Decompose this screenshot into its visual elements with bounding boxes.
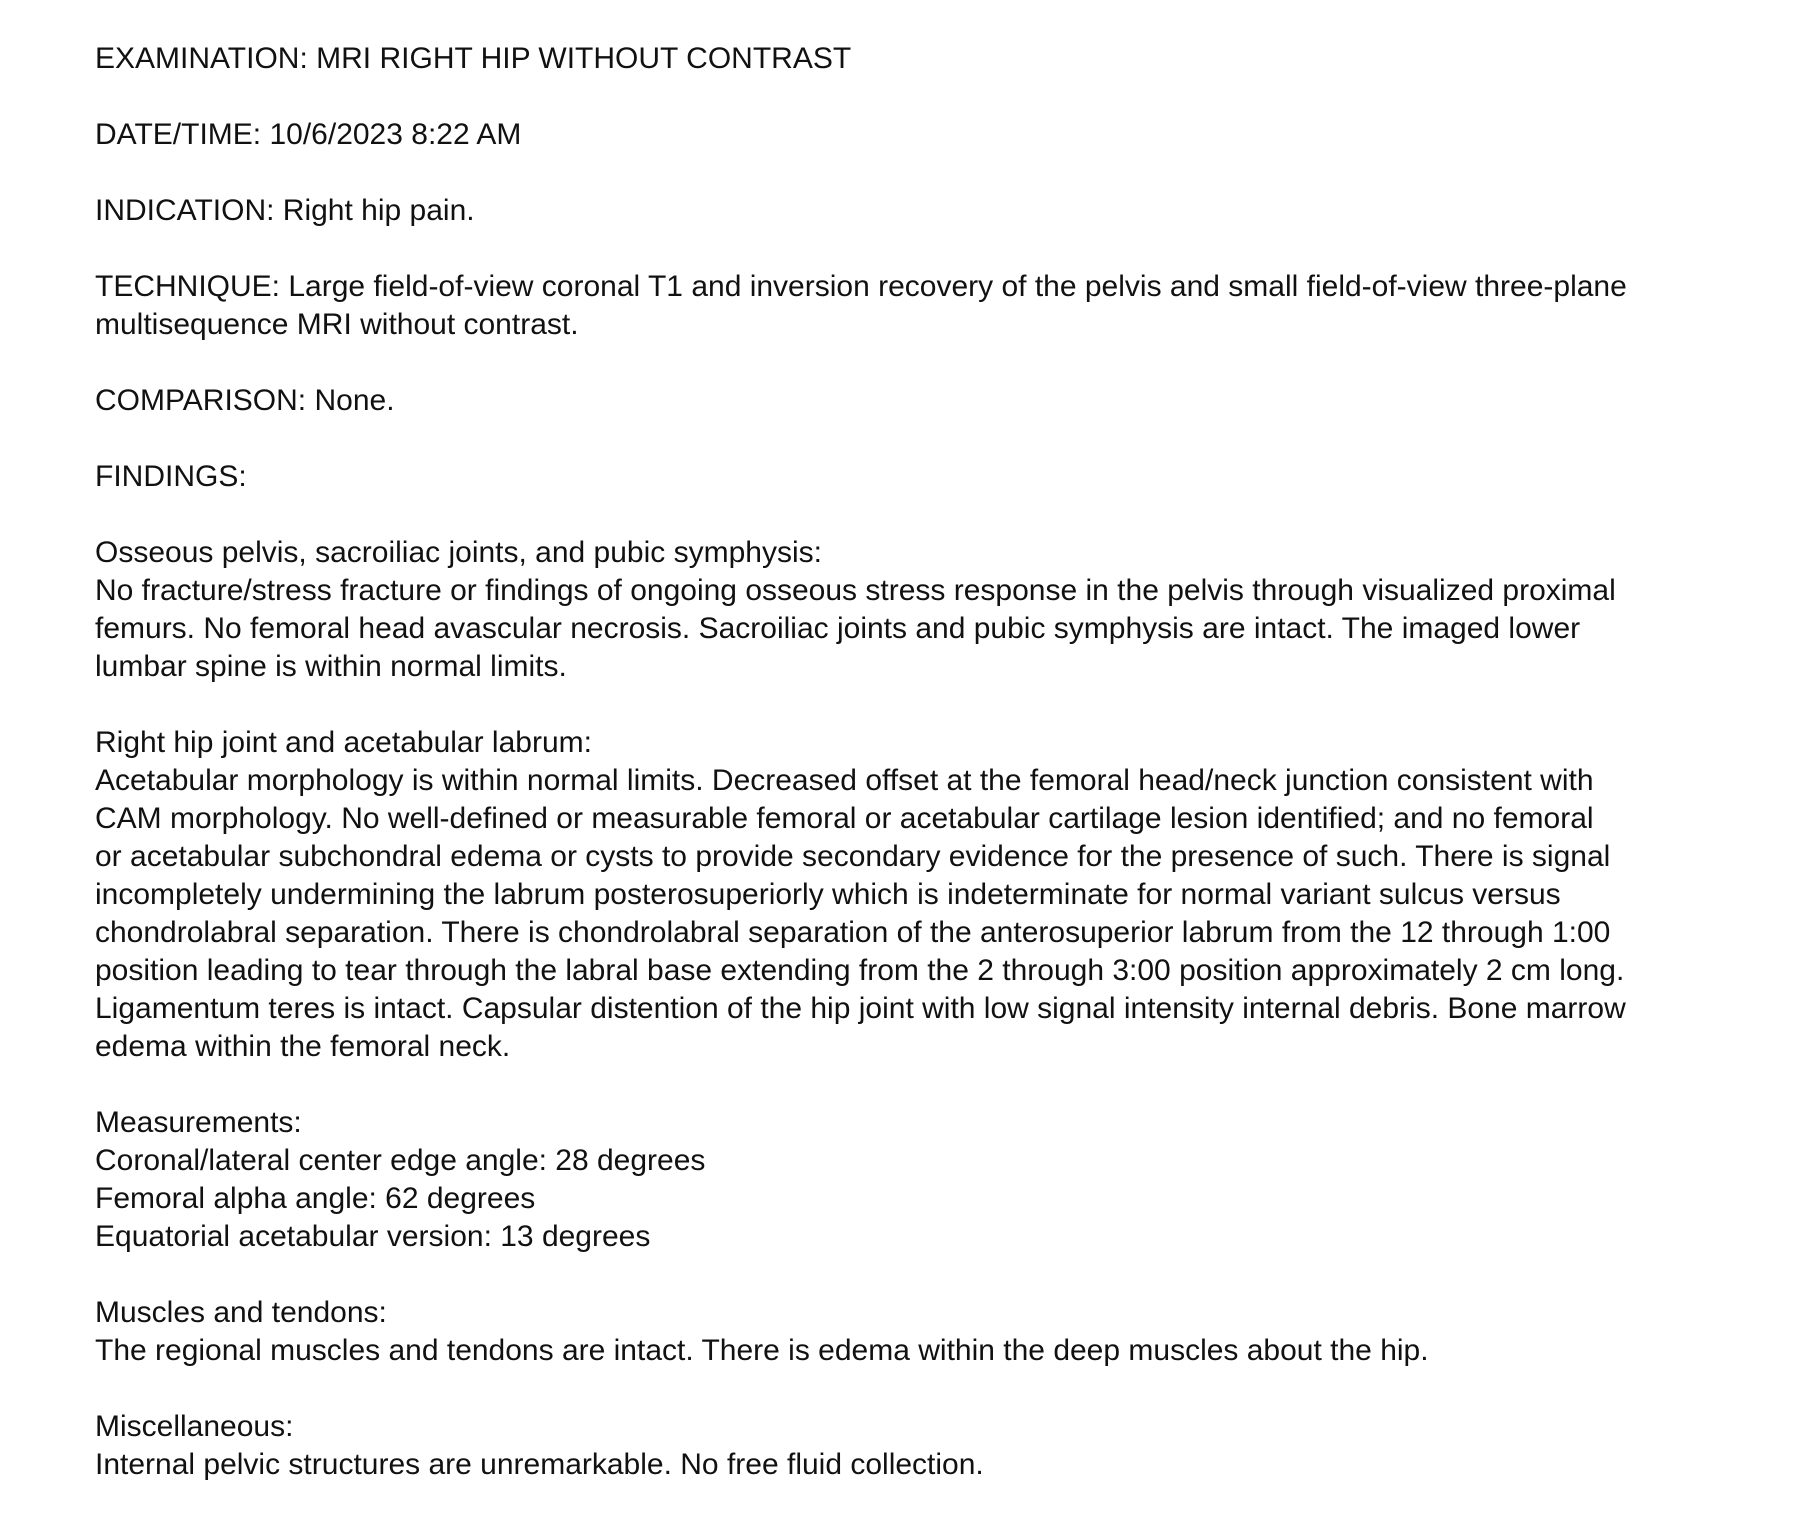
- muscles-heading: Muscles and tendons:: [95, 1296, 387, 1329]
- technique-line: multisequence MRI without contrast.: [95, 308, 579, 341]
- measurements-section: [95, 1104, 1795, 1256]
- examination-line: [95, 40, 1795, 78]
- osseous-section: [95, 534, 1795, 686]
- datetime-section: [95, 116, 1795, 154]
- hip-joint-line: position leading to tear through the labral base extending from the 2 through 3:00 position approximately 2 cm long.: [95, 954, 1625, 987]
- hip-joint-line: or acetabular subchondral edema or cysts to provide secondary evidence for the presence of such. There is signal: [95, 840, 1611, 873]
- comparison-label: COMPARISON:: [95, 384, 307, 417]
- muscles-line: The regional muscles and tendons are intact. There is edema within the deep muscles about the hip.: [95, 1334, 1429, 1367]
- technique-section: [95, 268, 1795, 344]
- hip-joint-section: [95, 724, 1795, 1066]
- hip-joint-line: Ligamentum teres is intact. Capsular distention of the hip joint with low signal intensity internal debris. Bone marrow: [95, 992, 1626, 1025]
- misc-section: [95, 1408, 1795, 1484]
- misc-heading: Miscellaneous:: [95, 1410, 294, 1443]
- indication-line: [95, 192, 1795, 230]
- muscles-section: [95, 1294, 1795, 1370]
- datetime-value: 10/6/2023 8:22 AM: [269, 118, 522, 151]
- findings-heading: FINDINGS:: [95, 460, 247, 493]
- examination-value: MRI RIGHT HIP WITHOUT CONTRAST: [316, 42, 852, 75]
- measurement-line: Coronal/lateral center edge angle: 28 degrees: [95, 1144, 706, 1177]
- hip-joint-line: CAM morphology. No well-defined or measurable femoral or acetabular cartilage lesion identified; and no femoral: [95, 802, 1594, 835]
- comparison-value: None.: [314, 384, 395, 417]
- hip-joint-line: incompletely undermining the labrum posterosuperiorly which is indeterminate for normal variant sulcus versus: [95, 878, 1561, 911]
- osseous-line: No fracture/stress fracture or findings of ongoing osseous stress response in the pelvis through visualized proximal: [95, 574, 1616, 607]
- examination-label: EXAMINATION:: [95, 42, 308, 75]
- datetime-label: DATE/TIME:: [95, 118, 262, 151]
- examination-section: [95, 40, 1795, 78]
- hip-joint-line: Acetabular morphology is within normal limits. Decreased offset at the femoral head/neck junction consistent with: [95, 764, 1594, 797]
- indication-value: Right hip pain.: [282, 194, 475, 227]
- indication-label: INDICATION:: [95, 194, 275, 227]
- osseous-heading: Osseous pelvis, sacroiliac joints, and pubic symphysis:: [95, 536, 822, 569]
- measurements-heading: Measurements:: [95, 1106, 302, 1139]
- datetime-line: [95, 116, 1795, 154]
- radiology-report: [95, 40, 1795, 1522]
- measurement-line: Femoral alpha angle: 62 degrees: [95, 1182, 536, 1215]
- technique-line: TECHNIQUE: Large field-of-view coronal T1 and inversion recovery of the pelvis and small field-of-view three-plane: [95, 270, 1627, 303]
- indication-section: [95, 192, 1795, 230]
- hip-joint-line: edema within the femoral neck.: [95, 1030, 511, 1063]
- findings-heading-section: [95, 458, 1795, 496]
- hip-joint-line: chondrolabral separation. There is chondrolabral separation of the anterosuperior labrum from the 12 through 1:00: [95, 916, 1611, 949]
- osseous-line: lumbar spine is within normal limits.: [95, 650, 567, 683]
- hip-joint-heading: Right hip joint and acetabular labrum:: [95, 726, 592, 759]
- measurement-line: Equatorial acetabular version: 13 degrees: [95, 1220, 651, 1253]
- comparison-line: [95, 382, 1795, 420]
- osseous-line: femurs. No femoral head avascular necrosis. Sacroiliac joints and pubic symphysis are intact. The imaged lower: [95, 612, 1581, 645]
- misc-line: Internal pelvic structures are unremarkable. No free fluid collection.: [95, 1448, 984, 1481]
- comparison-section: [95, 382, 1795, 420]
